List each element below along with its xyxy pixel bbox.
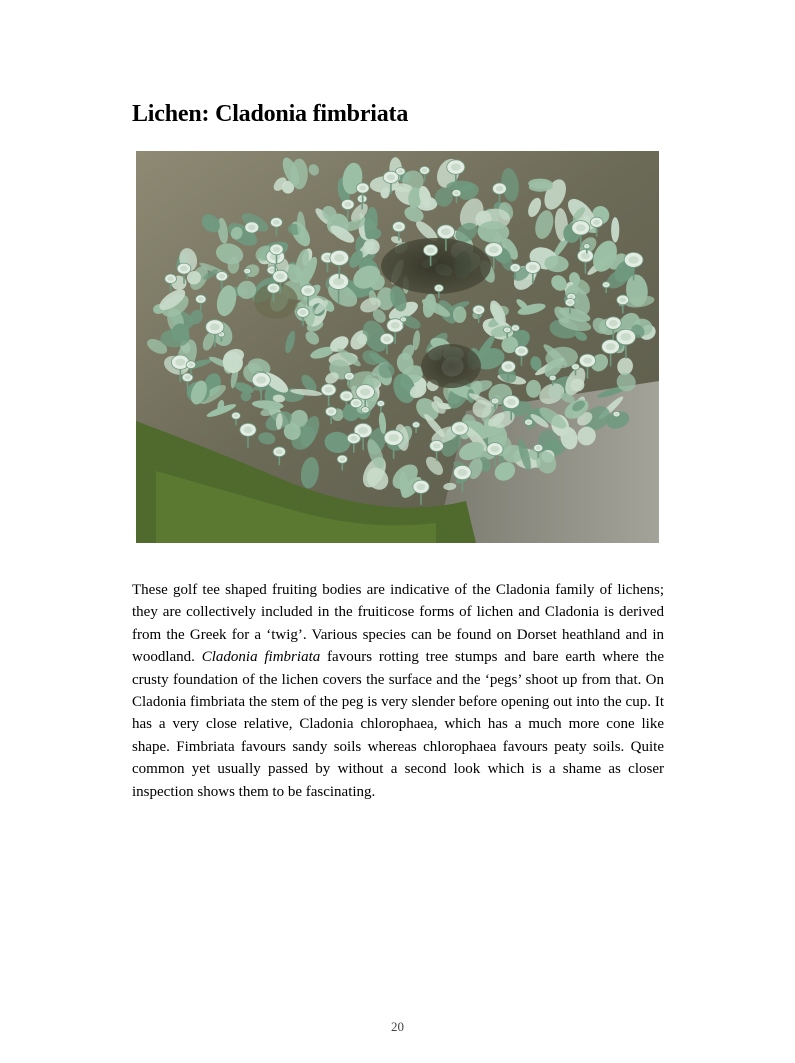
lichen-cup-inner: [505, 328, 509, 331]
lichen-cup-inner: [220, 333, 224, 336]
lichen-cup-inner: [606, 343, 616, 350]
lichen-cup-inner: [402, 318, 406, 321]
lichen-cup-inner: [576, 224, 586, 231]
lichen-cup-inner: [427, 247, 435, 253]
lichen-cup-inner: [513, 326, 517, 329]
lichen-cup-inner: [333, 278, 344, 286]
lichen-cup-inner: [343, 393, 350, 398]
lichen-cup-inner: [436, 286, 441, 290]
lichen-cup-inner: [359, 186, 366, 191]
lichen-cup-inner: [628, 256, 638, 264]
lichen-cup-inner: [350, 436, 357, 441]
species-name-italic: Cladonia fimbriata: [201, 649, 321, 666]
lichen-cup-inner: [496, 186, 504, 192]
lichen-cup-inner: [198, 297, 204, 301]
page-number: 20: [391, 1019, 404, 1034]
lichen-cup-inner: [256, 376, 266, 383]
lichen-cup-inner: [353, 401, 359, 406]
lichen-cup-inner: [518, 348, 525, 353]
lichen-cup-inner: [551, 377, 555, 380]
lichen-cup-inner: [358, 427, 368, 434]
lichen-cup-inner: [379, 402, 383, 405]
lichen-cup-inner: [526, 421, 530, 424]
lichen-cup-inner: [334, 254, 344, 262]
lichen-cup-inner: [175, 359, 185, 366]
lichen-cup-inner: [210, 323, 220, 330]
lichen-cup-inner: [234, 414, 239, 417]
lichen-cup-inner: [573, 365, 577, 368]
lichen-cup-inner: [491, 446, 500, 452]
lichen-cup-inner: [383, 336, 391, 342]
lichen-cup-inner: [615, 413, 619, 416]
paragraph-text-continued: favours rotting tree stumps and bare earth where the crusty foundation of the lichen covers the surface and the ‘pegs’ shoot up from that. On Cladonia fimbriata the stem of the peg is very slender before opening out into the cup. It has a very close relative, Cladonia chlorophaea, which has a much more cone like shape. Fimbriata favours sandy soils whereas chlorophaea favours peaty soils. Quite common yet usually passed by without a second look which is a shame as closer inspection shows them to be fascinating.: [132, 649, 664, 800]
lichen-cup-inner: [398, 170, 403, 174]
lichen-cup-inner: [328, 409, 334, 414]
lichen-cup-inner: [300, 310, 307, 315]
lichen-cup-inner: [593, 220, 600, 225]
lichen-cup-inner: [609, 320, 618, 326]
lichen-cup-inner: [414, 423, 418, 426]
lichen-cup-inner: [395, 224, 402, 229]
lichen-cup-inner: [476, 308, 482, 313]
lichen-cup-inner: [454, 191, 459, 195]
lichen-cup-inner: [621, 333, 632, 341]
lichen-cup-inner: [581, 253, 590, 259]
lichen-cup-inner: [451, 164, 461, 171]
lichen-cup-inner: [244, 427, 253, 434]
lichen-cup-inner: [245, 270, 249, 273]
lichen-cup-inner: [619, 298, 626, 303]
lichen-cup-inner: [387, 174, 395, 180]
lichen-cup-inner: [391, 322, 400, 329]
lichen-cup-inner: [248, 225, 256, 231]
page-title: Lichen: Cladonia fimbriata: [132, 101, 409, 127]
lichen-cup-inner: [529, 264, 537, 270]
lichen-cup-inner: [167, 276, 173, 281]
lichen-cup-inner: [304, 288, 312, 294]
lichen-cup-inner: [458, 469, 468, 476]
lichen-cup-inner: [273, 247, 280, 252]
lichen-cup-inner: [325, 387, 333, 393]
lichen-cup-inner: [363, 408, 367, 411]
lichen-cup-inner: [185, 375, 191, 379]
lichen-photo: [136, 151, 659, 543]
lichen-cup-inner: [269, 268, 275, 272]
lichen-cup-inner: [340, 457, 346, 461]
lichen-cup-inner: [347, 374, 352, 378]
lichen-shadow-hole: [421, 344, 481, 388]
lichen-cup-inner: [507, 399, 516, 406]
lichen-cup-inner: [489, 246, 499, 253]
lichen-cup-inner: [567, 300, 573, 304]
lichen-cup-inner: [417, 484, 426, 491]
lichen-cup-inner: [512, 266, 518, 270]
lichen-cup-inner: [536, 446, 541, 450]
lichen-cup-inner: [388, 434, 399, 442]
lichen-cup-inner: [422, 168, 428, 172]
lichen-lobe: [611, 217, 619, 242]
body-paragraph: [132, 579, 664, 803]
lichen-cup-inner: [180, 266, 188, 272]
lichen-cup-inner: [604, 283, 608, 286]
lichen-cup-inner: [273, 220, 280, 225]
lichen-cup-inner: [276, 449, 283, 454]
lichen-cup-inner: [585, 245, 589, 248]
lichen-cup-inner: [219, 274, 225, 279]
lichen-cup-inner: [344, 202, 351, 207]
lichen-cup-inner: [441, 228, 451, 235]
lichen-cup-inner: [455, 425, 464, 432]
lichen-lobe: [291, 159, 308, 190]
lichen-cup-inner: [493, 399, 497, 402]
lichen-cup-inner: [188, 363, 193, 367]
lichen-cup-inner: [270, 286, 277, 291]
lichen-cup-inner: [433, 443, 441, 448]
lichen-cup-inner: [360, 388, 370, 395]
paragraph-text: These golf tee shaped fruiting bodies are indicative of the Cladonia family of lichens; they are collectively included in the fruiticose forms of lichen and Cladonia is derived from the Greek for a ‘twig’. Various species can be found on Dorset heathland and in woodland.: [132, 582, 664, 666]
lichen-cup-inner: [583, 357, 592, 363]
lichen-cup-inner: [504, 364, 512, 370]
lichen-cup-inner: [276, 273, 285, 279]
